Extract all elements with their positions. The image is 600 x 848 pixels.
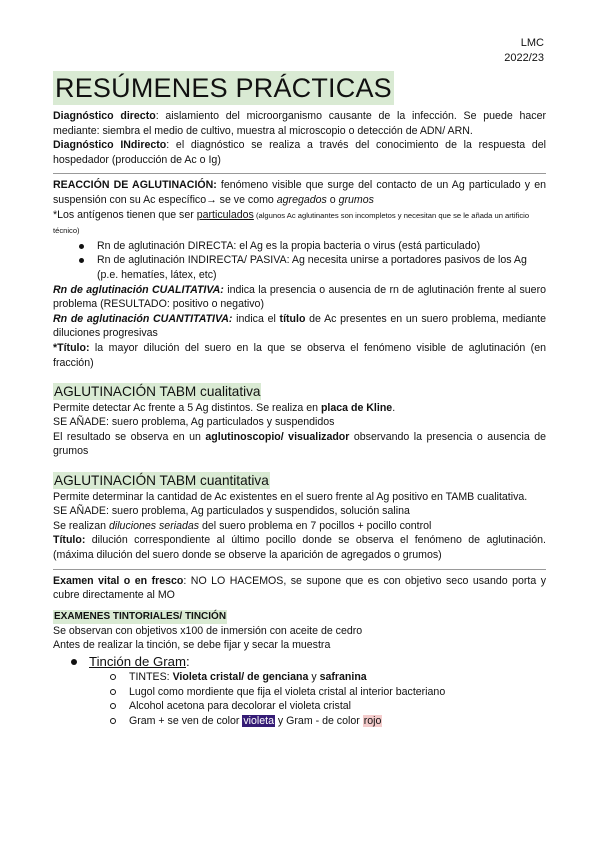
text-span: de Ac presentes en un suero problema, mediante diluciones progresivas: [53, 312, 547, 340]
gram-heading: [53, 653, 546, 670]
italic-diluciones-seriadas: diluciones seriadas: [108, 519, 200, 532]
spacer: [53, 459, 546, 465]
divider: [53, 569, 546, 570]
list-item: [53, 253, 546, 282]
bullet-icon: [79, 258, 84, 263]
text-span: El resultado se observa en un: [53, 430, 206, 443]
tabm-cuant-line-4: [53, 533, 546, 562]
term-diagnostico-indirecto: Diagnóstico INdirecto: [53, 139, 167, 152]
paragraph-examen-vital: [53, 574, 546, 603]
bold-titulo: título: [279, 312, 306, 325]
paragraph-diagnostico-indirecto: [53, 138, 546, 167]
italic-grumos: grumos: [338, 193, 374, 206]
tabm-cual-line-1: [53, 401, 546, 416]
tintoriales-line-2: Antes de realizar la tinción, se debe fijar y secar la muestra: [53, 639, 331, 652]
term-reaccion-aglutinacion: REACCIÓN DE AGLUTINACIÓN:: [53, 179, 217, 192]
text-span: .: [392, 401, 396, 414]
author-initials: LMC: [520, 37, 544, 49]
list-item-text: Rn de aglutinación DIRECTA: el Ag es la propia bacteria o virus (está particulado): [97, 239, 481, 252]
paragraph-reaccion-aglutinacion: [53, 178, 546, 207]
list-item: [53, 670, 546, 685]
bold-aglutinoscopio: aglutinoscopio/ visualizador: [205, 430, 350, 443]
paragraph-cualitativa: [53, 283, 546, 312]
text-span: :: [186, 654, 190, 669]
text-span: del suero problema en 7 pocillos + pocillo control: [199, 519, 432, 532]
tabm-cuant-line-2: SE AÑADE: suero problema, Ag particulados y suspendidos, solución salina: [53, 505, 410, 518]
text-span: Lugol como mordiente que fija el violeta cristal al interior bacteriano: [129, 685, 446, 698]
bold-placa-kline: placa de Kline: [320, 401, 393, 414]
tabm-cual-line-3: [53, 430, 546, 459]
list-item: [53, 714, 546, 729]
list-item: [53, 699, 546, 714]
text-span: la mayor dilución del suero en la que se observa el fenómeno visible de aglutinación (en fracción): [53, 341, 546, 369]
term-cualitativa: Rn de aglutinación CUALITATIVA:: [53, 283, 224, 296]
hollow-bullet-icon: [110, 703, 116, 709]
text-span: o: [326, 193, 339, 206]
hollow-bullet-icon: [110, 689, 116, 695]
term-diagnostico-directo: Diagnóstico directo: [53, 110, 156, 122]
heading-examenes-tintoriales: [53, 610, 227, 624]
bullet-icon: [71, 659, 77, 665]
term-examen-vital: Examen vital o en fresco: [53, 574, 184, 587]
tabm-cual-line-2: SE AÑADE: suero problema, Ag particulados y suspendidos: [53, 416, 335, 429]
header-meta: [504, 36, 544, 66]
highlight-violeta: violeta: [243, 714, 274, 727]
paragraph-diagnostico-directo: [53, 109, 546, 138]
italic-agregados: agregados: [276, 193, 327, 206]
text-span: Alcohol acetona para decolorar el violeta cristal: [129, 700, 352, 713]
text-span: *Los antígenos tienen que ser: [53, 208, 197, 221]
heading-text: EXAMENES TINTORIALES/ TINCIÓN: [54, 610, 227, 622]
heading-tabm-cualitativa: AGLUTINACIÓN TABM cualitativa: [54, 384, 261, 400]
page-title: RESÚMENES PRÁCTICAS: [55, 73, 392, 103]
list-item-text: Rn de aglutinación INDIRECTA/ PASIVA: Ag necesita unirse a portadores pasivos de los Ag (p.e. hematíes, látex, etc): [97, 254, 527, 281]
list-item: [53, 685, 546, 700]
paragraph-titulo: [53, 341, 546, 370]
hollow-bullet-icon: [110, 674, 116, 680]
text-span: Se realizan: [53, 519, 109, 532]
term-cuantitativa: Rn de aglutinación CUANTITATIVA:: [53, 312, 233, 325]
text-span: TINTES:: [129, 671, 173, 683]
text-span: dilución correspondiente al último pocillo donde se observa el fenómeno de aglutinación. (máxima dilución del suero donde se observe la aparición de agregados o grumos): [53, 534, 546, 562]
aglutinacion-types-list: [53, 239, 546, 283]
bold-safranina: safranina: [319, 671, 367, 683]
text-span: Permite detectar Ac frente a 5 Ag distintos. Se realiza en: [53, 401, 321, 414]
text-span: y Gram - de color: [274, 714, 363, 727]
academic-year: 2022/23: [504, 52, 544, 64]
underlined-particulados: particulados: [196, 208, 254, 221]
text-span: indica el: [232, 312, 280, 325]
text-span: Gram + se ven de color: [129, 714, 243, 727]
document-body: [53, 109, 546, 728]
hollow-bullet-icon: [110, 718, 116, 724]
bold-violeta-cristal: Violeta cristal/ de genciana: [172, 671, 309, 683]
term-titulo: *Título:: [53, 341, 90, 354]
tabm-cuant-line-1: Permite determinar la cantidad de Ac existentes en el suero frente al Ag positivo en TAMB cualitativa.: [53, 490, 528, 503]
text-span: y: [308, 671, 320, 683]
text-span: indica la presencia o ausencia de rn de aglutinación frente al suero problema (RESULTADO: positivo o negativo): [53, 283, 546, 311]
tabm-cuant-line-3: [53, 519, 546, 534]
spacer: [53, 370, 546, 376]
spacer: [53, 603, 546, 609]
tintoriales-line-1: Se observan con objetivos x100 de inmersión con aceite de cedro: [53, 624, 363, 637]
divider: [53, 173, 546, 174]
paragraph-cuantitativa: [53, 312, 546, 341]
paragraph-antigenos: [53, 208, 546, 239]
gram-steps-list: [53, 670, 546, 728]
text-span: : NO LO HACEMOS, se supone que es con objetivo seco usando porta y cubre directamente al MO: [53, 574, 547, 602]
definition-text: : aislamiento del microorganismo causante de la infección. Se puede hacer mediante: siembra el medio de cultivo, muestra al microscopio o detección de ADN/ ARN.: [53, 110, 546, 137]
text-span: observando la presencia o ausencia de grumos: [53, 430, 546, 458]
gram-title: Tinción de Gram: [89, 654, 186, 669]
term-titulo: Título:: [53, 534, 86, 547]
text-span: fenómeno visible que surge del contacto de un Ag particulado y en suspensión con su Ac específico→ se ve como: [53, 179, 546, 206]
bullet-icon: [79, 244, 84, 249]
small-note: (algunos Ac aglutinantes son incompletos y necesitan que se le añada un artificio técnico): [53, 210, 530, 236]
heading-tabm-cuantitativa: AGLUTINACIÓN TABM cuantitativa: [54, 473, 269, 489]
list-item: [53, 239, 546, 254]
definition-text: : el diagnóstico se realiza a través del conocimiento de la respuesta del hospedador (producción de Ac o Ig): [53, 139, 547, 166]
highlight-rojo: rojo: [363, 714, 382, 727]
